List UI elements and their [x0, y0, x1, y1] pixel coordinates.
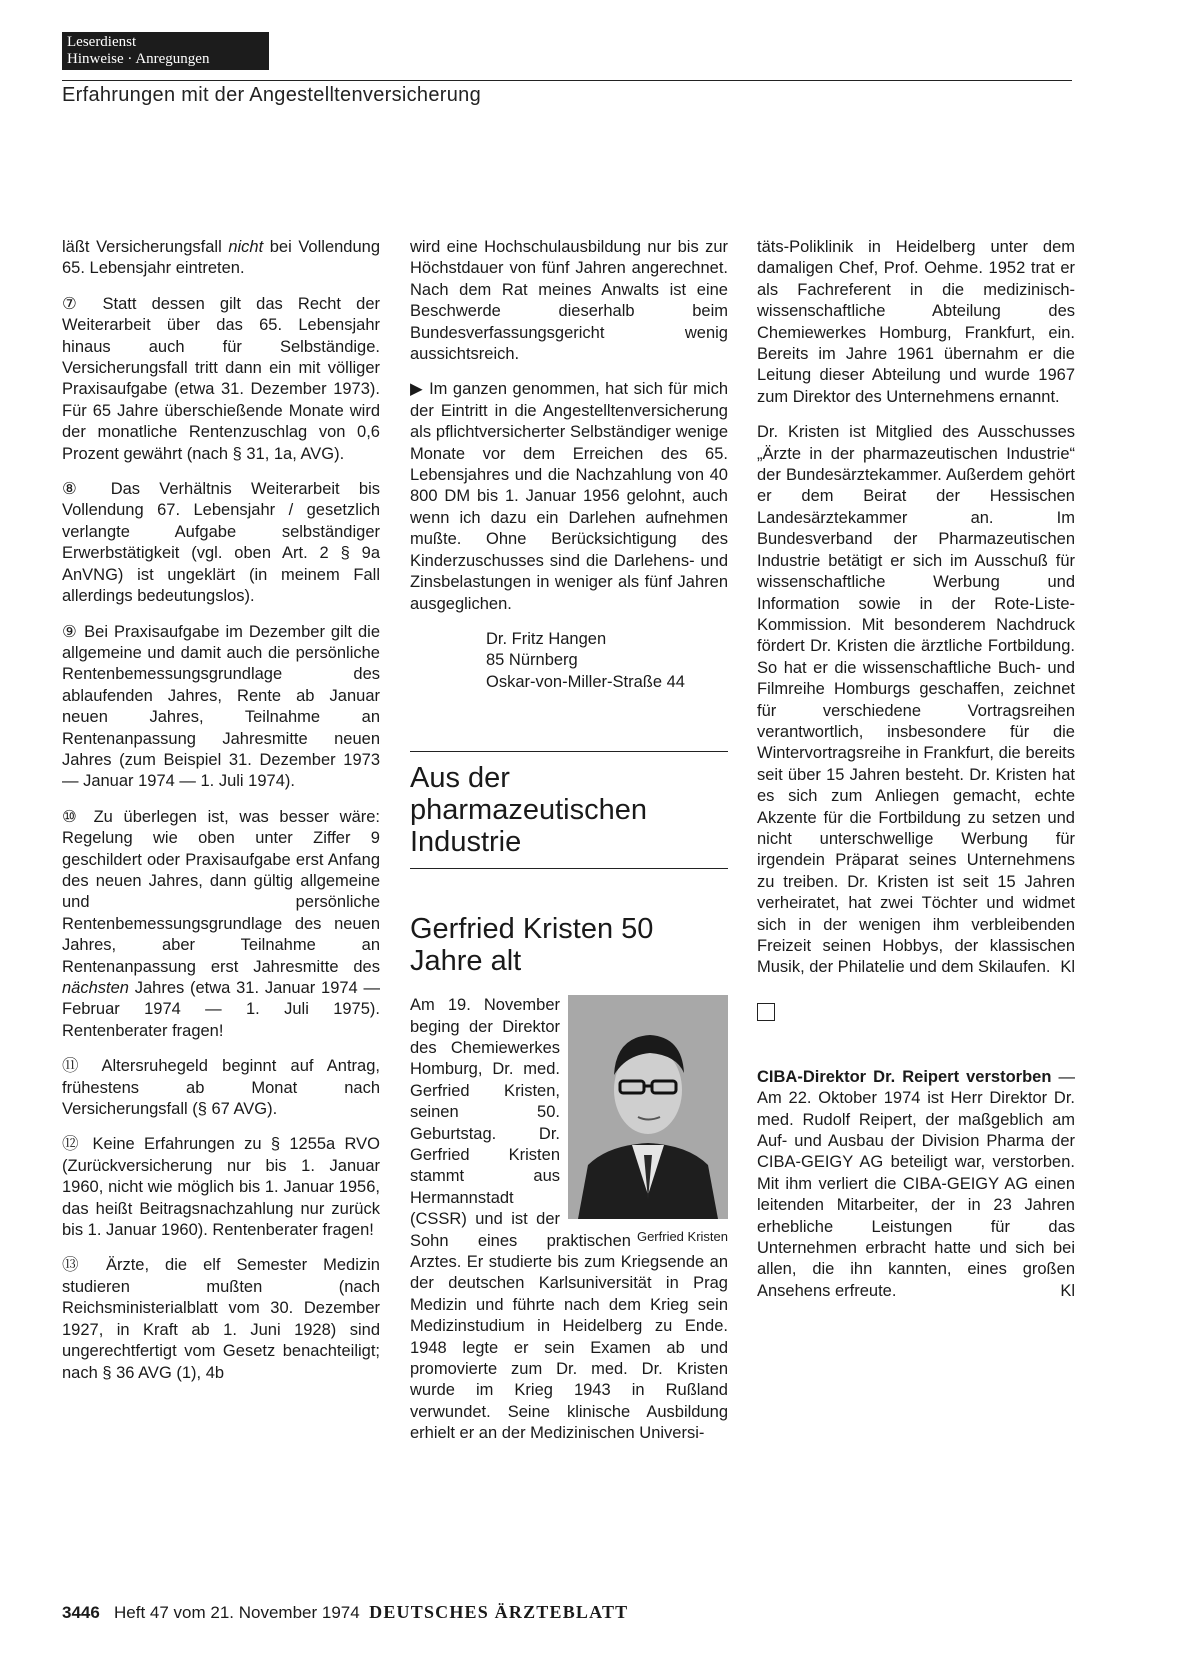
- text: bei Vollendung 65. Lebensjahr eintreten.: [62, 238, 380, 278]
- section-label: [62, 32, 269, 70]
- paragraph: täts-Poliklinik in Heidelberg unter dem damaligen Chef, Prof. Oehme. 1952 trat er als Fachreferent in die medizinisch-wissenschaftliche Abteilung des Chemiewerkes Homburg, Frankfurt, ein. Bereits im Jahre 1961 übernahm er die Leitung dieser Abteilung und wurde 1967 zum Direktor des Unternehmens ernannt.: [757, 238, 1075, 406]
- masthead: DEUTSCHES ÄRZTEBLATT: [369, 1602, 629, 1622]
- letter-signature: [486, 629, 728, 693]
- paragraph: ⑪ Altersruhegeld beginnt auf Antrag, frühestens ab Monat nach Versicherungsfall (§ 67 AVG).: [62, 1057, 380, 1119]
- column-2: [410, 237, 728, 1459]
- author-sign: Kl: [1060, 1281, 1075, 1300]
- section-label-line1: Leserdienst: [67, 34, 137, 50]
- paragraph: wird eine Hochschulausbildung nur bis zur Höchstdauer von fünf Jahren angerechnet. Nach dem Rat meines Anwalts ist eine Beschwerde dieserhalb beim Bundesverfassungsgericht wenig aussichtsreich.: [410, 238, 728, 364]
- article-body: Am 19. November beging der Direktor des Chemiewerkes Homburg, Dr. med. Gerfried Kristen, seinen 50. Geburtstag. Dr. Gerfried Kristen stammt aus Hermannstadt (CSSR) und ist der Sohn eines praktischen Arztes. Er studierte bis zum Kriegsende an der deutschen Karlsuniversität in Prag Medizin und führte nach dem Krieg sein Medizinstudium in Heidelberg zu Ende. 1948 legte er sein Examen ab und promovierte zum Dr. med. Dr. Kristen wurde im Krieg 1943 in Rußland verwundet. Seine klinische Ausbildung erhielt er an der Medizinischen Universi-: [410, 996, 728, 1443]
- emphasis: nicht: [228, 238, 264, 256]
- column-1: [62, 237, 380, 1398]
- header-rule: [62, 80, 1072, 81]
- author-sign: Kl: [1060, 958, 1075, 977]
- page-number: 3446: [62, 1603, 100, 1622]
- signature-name: Dr. Fritz Hangen: [486, 629, 607, 648]
- text: ⑩ Zu überlegen ist, was besser wäre: Regelung wie oben unter Ziffer 9 geschildert oder Praxisaufgabe erst Anfang des neuen Jahres, dann gültig allgemeine und persönliche Rentenbemessungsgrundlage des neuen Jahres, aber Teilnahme an Rentenanpassung erst Jahresmitte des: [62, 807, 380, 976]
- column-3: [757, 237, 1075, 1316]
- text: läßt Versicherungsfall: [62, 238, 229, 256]
- page-title: Erfahrungen mit der Angestelltenversicherung: [62, 84, 481, 106]
- article-title: Gerfried Kristen 50 Jahre alt: [410, 913, 654, 978]
- signature-city: 85 Nürnberg: [486, 651, 578, 670]
- paragraph: ⑦ Statt dessen gilt das Recht der Weiterarbeit über das 65. Lebensjahr hinaus auch für Selbständige. Versicherungsfall tritt dann ein mit völliger Praxisaufgabe (etwa 31. Dezember 1973). Für 65 Jahre überschießende Monate wird der monatliche Rentenzuschlag von 0,6 Prozent gewährt (nach § 31, 1a, AVG).: [62, 294, 380, 463]
- text: Dr. Kristen ist Mitglied des Ausschusses „Ärzte in der pharmazeutischen Industrie“ der Bundesärztekammer. Außerdem gehört er dem Beirat der Hessischen Landesärztekammer an. Im Bundesverband der Pharmazeutischen Industrie betätigt er sich im Ausschuß für wissenschaftliche Werbung und Information sowie in der Rote-Liste-Kommission. Mit besonderem Nachdruck fördert Dr. Kristen die ärztliche Fortbildung. So hat er die wissenschaftliche Buch- und Filmreihe Homburgs geschaffen, zeichnet für verschiedene Vortragsreihen verantwortlich, insbesondere für die Wintervortragsreihe in Frankfurt, die bereits seit über 15 Jahren besteht. Dr. Kristen hat es sich zum Anliegen gemacht, echte Akzente für die Fortbildung zu setzen und nicht unterschwellige Werbung für irgendein Präparat seines Unternehmens zu treiben. Dr. Kristen ist seit 15 Jahren verheiratet, hat zwei Töchter und widmet sich in der wenigen ihm verbleibenden Freizeit seinen Hobbys, der klassischen Musik, der Philatelie und dem Skilaufen.: [757, 423, 1075, 977]
- section-rule: [410, 751, 728, 752]
- section-label-line2: Hinweise · Anregungen: [67, 51, 210, 67]
- headline: CIBA-Direktor Dr. Reipert verstorben: [757, 1067, 1052, 1086]
- text: Jahres (etwa 31. Januar 1974 — Februar 1974 — 1. Juli 1975). Rentenberater fragen!: [62, 979, 380, 1040]
- portrait-photo: [568, 995, 728, 1219]
- paragraph: ⑫ Keine Erfahrungen zu § 1255a RVO (Zurückversicherung nur bis 1. Januar 1960, nicht wie möglich bis 1. Januar 1956, das heißt Beitragsnachzahlung nur zurück bis 1. Januar 1960). Rentenberater fragen!: [62, 1135, 380, 1240]
- paragraph: [757, 1067, 1075, 1302]
- paragraph: [62, 237, 380, 280]
- paragraph: ⑬ Ärzte, die elf Semester Medizin studieren mußten (nach Reichsministerialblatt vom 30. Dezember 1927, in Kraft ab 1. Juni 1928) sind ungerechtfertigt vom Gesetz benachteiligt; nach § 36 AVG (1), 4b: [62, 1256, 380, 1382]
- photo-caption: Gerfried Kristen: [636, 1229, 728, 1245]
- emphasis: nächsten: [62, 979, 129, 997]
- paragraph: ⑧ Das Verhältnis Weiterarbeit bis Vollendung 67. Lebensjahr / gesetzlich verlangte Aufgabe selbständiger Erwerbstätigkeit (vgl. oben Art. 2 § 9a AnVNG) ist ungeklärt (in meinem Fall allerdings bedeutungslos).: [62, 480, 380, 606]
- paragraph: ▶ Im ganzen genommen, hat sich für mich der Eintritt in die Angestelltenversicherung als pflichtversicherter Selbständiger wenige Monate vor dem Erreichen des 65. Lebensjahres und die Nachzahlung von 40 800 DM bis 1. Januar 1956 gelohnt, auch wenn ich dazu ein Darlehen aufnehmen mußte. Ohne Berücksichtigung des Kinderzuschusses sind die Darlehens- und Zinsbelastungen in weniger als fünf Jahren ausgeglichen.: [410, 380, 728, 613]
- page-footer: [62, 1602, 628, 1623]
- paragraph: [757, 422, 1075, 979]
- issue-info: Heft 47 vom 21. November 1974: [114, 1603, 360, 1622]
- end-mark: [757, 1003, 775, 1021]
- section-title: Aus der pharmazeutischen Industrie: [410, 762, 647, 859]
- text: — Am 22. Oktober 1974 ist Herr Direktor Dr. med. Rudolf Reipert, der maßgeblich am Auf- und Ausbau der Division Pharma der CIBA-GEIGY AG beteiligt war, verstorben. Mit ihm verliert die CIBA-GEIGY AG einen leitenden Mitarbeiter, der in 23 Jahren erhebliche Leistungen für das Unternehmen erbracht hatte und sich bei allen, die ihn kannten, eines großen Ansehens erfreute.: [757, 1067, 1075, 1300]
- paragraph: [62, 807, 380, 1042]
- portrait-icon: [568, 995, 728, 1219]
- signature-street: Oskar-von-Miller-Straße 44: [486, 672, 685, 691]
- paragraph: ⑨ Bei Praxisaufgabe im Dezember gilt die allgemeine und damit auch die persönliche Rentenbemessungsgrundlage des ablaufenden Jahres, Rente ab Januar neuen Jahres, Teilnahme an Rentenanpassung Jahresmitte neuen Jahres (zum Beispiel 31. Dezember 1973 — Januar 1974 — 1. Juli 1974).: [62, 622, 380, 791]
